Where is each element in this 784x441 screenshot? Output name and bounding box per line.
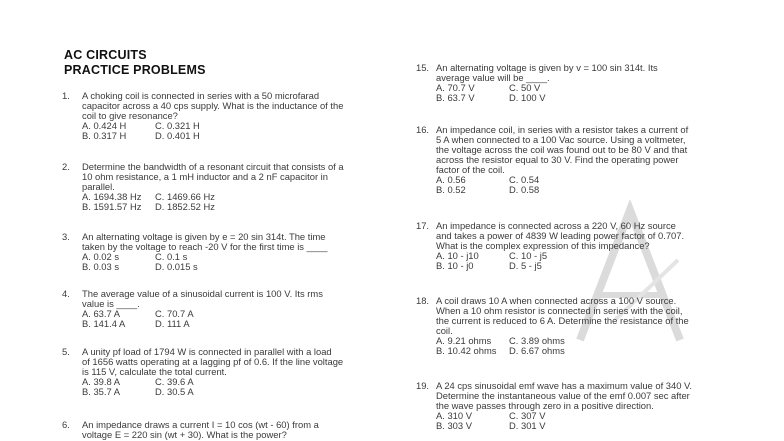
answer-option: B. 35.7 A [82,386,121,397]
answer-option: A. 0.424 H [82,120,127,131]
question-number: 17. [416,220,430,231]
question-text-line: capacitor across a 40 cps supply. What is the inductance of the [82,100,344,111]
question-text-line: An alternating voltage is given by e = 20 sin 314t. The time [82,231,326,242]
question-text-line: A choking coil is connected in series with a 50 microfarad [82,90,320,101]
answer-option: D. 1852.52 Hz [155,201,215,212]
question-text-line: is 115 V, calculate the total current. [82,366,227,377]
question-text-line: A 24 cps sinusoidal emf wave has a maximum value of 340 V. [436,380,693,391]
question-text-line: An impedance coil, in series with a resistor takes a current of [436,124,689,135]
answer-option: B. 0.03 s [82,261,120,272]
question-text-line: What is the complex expression of this impedance? [436,240,650,251]
question-text-line: factor of the coil. [436,164,505,175]
answer-option: D. 301 V [509,420,546,431]
question-item [62,90,344,141]
answer-option: A. 0.56 [436,174,466,185]
answer-option: A. 1694.38 Hz [82,191,142,202]
question-item [62,346,344,397]
question-text-line: A coil draws 10 A when connected across a 100 V source. [436,295,677,306]
question-item [416,295,689,356]
question-text-line: An impedance draws a current I = 10 cos (wt - 60) from a [82,419,319,430]
answer-options [436,411,692,431]
question-item [416,62,658,103]
question-item [416,380,693,431]
answer-option: B. 303 V [436,420,472,431]
answer-option: B. 1591.57 Hz [82,201,142,212]
answer-option: D. 6.67 ohms [509,345,565,356]
answer-options [436,175,688,195]
question-text-line: 5 A when connected to a 100 Vac source. Using a voltmeter, [436,134,686,145]
answer-options [82,377,343,397]
answer-option: D. 0.401 H [155,130,200,141]
question-number: 15. [416,62,430,73]
question-text-line: Determine the instantaneous value of the emf 0.007 sec after [436,390,690,401]
question-item [62,288,323,329]
answer-option: A. 9.21 ohms [436,335,492,346]
answer-option: A. 10 - j10 [436,250,479,261]
answer-option: D. 30.5 A [155,386,194,397]
answer-option: C. 0.54 [509,174,540,185]
question-item [62,231,328,272]
question-text-line: An alternating voltage is given by v = 100 sin 314t. Its [436,62,658,73]
question-text-line: average value will be ____. [436,72,550,83]
answer-option: B. 10.42 ohms [436,345,497,356]
question-number: 6. [62,419,70,430]
answer-option: D. 0.015 s [155,261,198,272]
answer-option: A. 39.8 A [82,376,121,387]
question-text-line: The average value of a sinusoidal current is 100 V. Its rms [82,288,323,299]
question-number: 5. [62,346,70,357]
question-item [62,161,344,212]
question-number: 4. [62,288,70,299]
question-text-line: the wave passes through zero in a positive direction. [436,400,654,411]
question-text-line: the voltage across the coil was found out to be 80 V and that [436,144,688,155]
question-text-line: value is ____. [82,298,140,309]
question-number: 1. [62,90,70,101]
answer-option: C. 307 V [509,410,546,421]
question-text-line: of 1656 watts operating at a lagging pf of 0.6. If the line voltage [82,356,344,367]
answer-option: B. 0.52 [436,184,466,195]
answer-option: D. 100 V [509,92,546,103]
question-number: 16. [416,124,430,135]
doc-title: AC CIRCUITS [64,48,147,62]
answer-option: B. 10 - j0 [436,260,474,271]
answer-option: D. 5 - j5 [509,260,542,271]
answer-option: A. 0.02 s [82,251,120,262]
question-number: 3. [62,231,70,242]
question-text-line: coil. [436,325,453,336]
answer-option: A. 63.7 A [82,308,121,319]
answer-option: B. 0.317 H [82,130,127,141]
answer-options [436,251,684,271]
question-text-line: An impedance is connected across a 220 V, 60 Hz source [436,220,676,231]
question-text-line: and takes a power of 4839 W leading power factor of 0.707. [436,230,685,241]
question-text-line: the current is reduced to 6 A. Determine the resistance of the [436,315,689,326]
question-item [416,124,689,195]
question-item [62,419,319,440]
answer-option: D. 0.58 [509,184,540,195]
question-text-line: taken by the voltage to reach -20 V for the first time is ____ [82,241,328,252]
question-text-line: Determine the bandwidth of a resonant circuit that consists of a [82,161,344,172]
question-text-line: across the resistor equal to 30 V. Find the operating power [436,154,679,165]
answer-option: B. 63.7 V [436,92,475,103]
answer-option: C. 3.89 ohms [509,335,565,346]
question-number: 2. [62,161,70,172]
answer-option: A. 310 V [436,410,472,421]
answer-options [82,192,344,212]
answer-options [82,309,323,329]
answer-option: C. 70.7 A [155,308,194,319]
answer-option: C. 1469.66 Hz [155,191,215,202]
answer-option: C. 0.1 s [155,251,188,262]
question-text-line: parallel. [82,181,115,192]
answer-options [436,336,689,356]
question-text-line: When a 10 ohm resistor is connected in series with the coil, [436,305,683,316]
answer-options [82,121,343,141]
answer-option: C. 39.6 A [155,376,194,387]
answer-option: D. 111 A [155,318,190,329]
answer-option: C. 0.321 H [155,120,200,131]
question-text-line: coil to give resonance? [82,110,178,121]
question-text-line: 10 ohm resistance, a 1 mH inductor and a 2 nF capacitor in [82,171,328,182]
doc-subtitle: PRACTICE PROBLEMS [64,63,206,77]
answer-options [82,252,327,272]
question-text-line: voltage E = 220 sin (wt + 30). What is the power? [82,429,287,440]
answer-option: A. 70.7 V [436,82,475,93]
answer-option: B. 141.4 A [82,318,126,329]
answer-options [436,83,658,103]
answer-option: C. 10 - j5 [509,250,548,261]
question-number: 18. [416,295,430,306]
question-item [416,220,685,271]
answer-option: C. 50 V [509,82,541,93]
question-text-line: A unity pf load of 1794 W is connected in parallel with a load [82,346,332,357]
question-number: 19. [416,380,430,391]
